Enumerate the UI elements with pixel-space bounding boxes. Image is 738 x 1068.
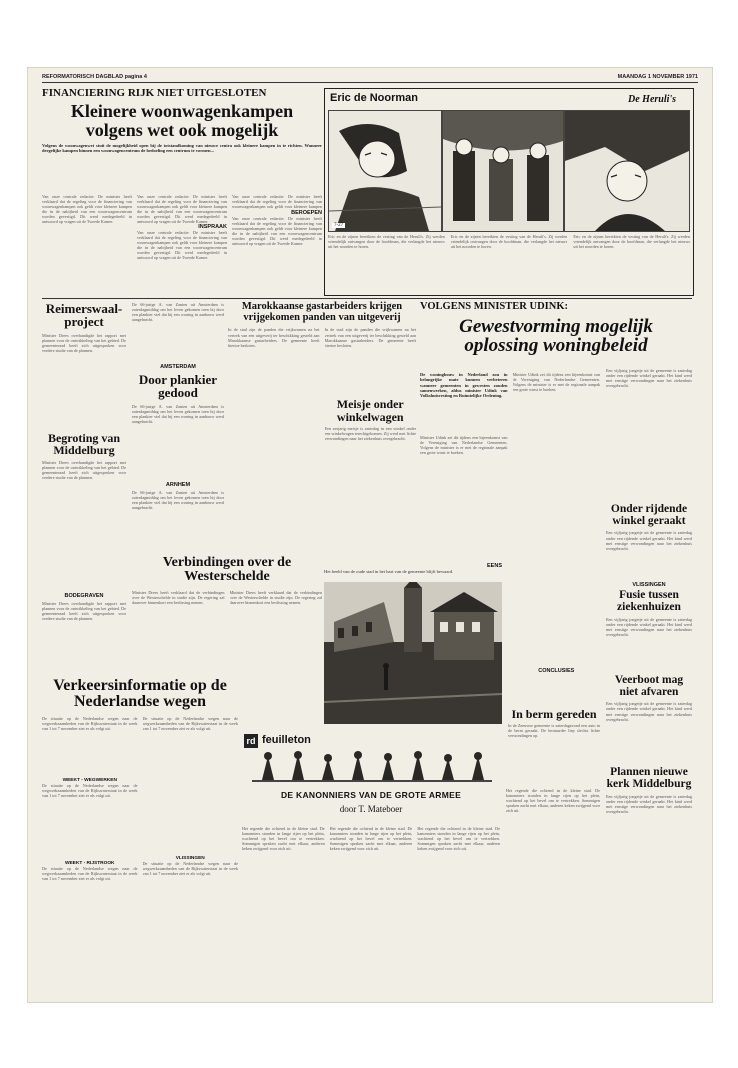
headline-berm: In berm gereden	[511, 707, 597, 721]
feuilleton-label: feuilleton	[262, 734, 311, 746]
feuilleton-body-2: Het regende die ochtend in de kleine stad. De kanonniers stonden in lange rijen op het plein, wachtend op het bevel om te vertrekken. Sommigen spraken zacht met elkaar, anderen keken zwijgend voor zich uit.	[329, 826, 413, 852]
panel-number: 7-27	[334, 223, 344, 228]
winkel-body: Een vijfjarig jongetje uit de gemeente is zaterdag onder een rijdende winkel geraakt. Het kind werd met ernstige verwondingen naar het ziekenhuis overgebracht.	[606, 530, 692, 551]
headline-marokkaanse: Marokkaanse gastarbeiders krijgen vrijgekomen panden van uitgeverij	[241, 301, 403, 323]
article-marokkaanse	[228, 302, 416, 478]
meisje-body: Een zesjarig meisje is zaterdag in een winkel onder een winkelwagen terechtgekomen. Zij werd met lichte verwondingen naar het ziekenhuis overgebracht.	[324, 425, 416, 442]
headline-westerschelde: Verbindingen over de Westerschelde	[162, 555, 292, 585]
article-verkeer	[42, 678, 238, 953]
headline-meisje: Meisje onder winkelwagen	[336, 397, 404, 424]
kicker: FINANCIERING RIJK NIET UITGESLOTEN	[42, 87, 267, 99]
comic-text-2: Eric en de zijnen bereikten de vesting van de Heruli's. Zij werden vriendelijk ontvangen door de hoofdman, die verlangde het nieuws uit het noorden te horen.	[450, 234, 568, 250]
article-westerschelde	[132, 556, 322, 680]
article-lead: Volgens de woonwagenwet stuit de mogelijkheid open bij de totstandkoming van nieuwe centra ook kleinere kampen in te richten. Wanneer dergelijke kampen binnen een woonwagencentrum de bedoeling een centrum te vormen...	[42, 142, 322, 154]
verkeer-body-3: De situatie op de Nederlandse wegen naar de wegwerkzaamheden van de Rijkswaterstaat in de week van 1 tot 7 november ziet er als volgt uit.	[42, 865, 138, 881]
article-udink	[420, 302, 692, 355]
veerboot-body: Een vijfjarig jongetje uit de gemeente is zaterdag onder een rijdende winkel geraakt. Het kind werd met ernstige verwondingen naar het ziekenhuis overgebracht.	[606, 701, 692, 722]
headline-line-1: Kleinere woonwagenkampen	[70, 101, 294, 122]
subhead-conclusies: CONCLUSIES	[538, 668, 575, 674]
feuilleton-title: DE KANONNIERS VAN DE GROTE ARMEE	[280, 790, 462, 800]
subhead-wegwerken: WEEKT - WEGWERKEN	[62, 777, 117, 783]
subhead-amsterdam: AMSTERDAM	[160, 364, 196, 370]
article-woonwagen	[42, 88, 322, 264]
feuilleton-block	[242, 732, 500, 822]
right-body-top: Een vijfjarig jongetje uit de gemeente is zaterdag onder een rijdende winkel geraakt. Het kind werd met ernstige verwondingen naar het ziekenhuis overgebracht.	[606, 368, 692, 389]
comic-text-1: Eric en de zijnen bereikten de vesting van de Heruli's. Zij werden vriendelijk ontvangen door de hoofdman, die verlangde het nieuws uit het noorden te horen.	[328, 234, 445, 250]
subhead-vlissingen: VLISSINGEN	[632, 582, 666, 589]
article-body-col-2: Van onze centrale redactie: De minister heeft verklaard dat de regeling voor de financiering van woonwagenkampen ook geldt voor kleinere kampen die in de nabijheid van een woonwagencentrum worden gevestigd. Dit werd medegedeeld in antwoord op vragen uit de Tweede Kamer.	[137, 193, 227, 224]
subhead-bodegraven: BODEGRAVEN	[64, 592, 104, 599]
section-rule	[42, 298, 692, 299]
headline-fusie: Fusie tussen ziekenhuizen	[617, 589, 681, 614]
udink-kicker: VOLGENS MINISTER UDINK:	[420, 301, 568, 312]
comic-text-3: Eric en de zijnen bereikten de vesting van de Heruli's. Zij werden vriendelijk ontvangen door de hoofdman, die verlangde het nieuws uit het noorden te horen.	[573, 234, 691, 250]
udink-lead: De woningbouw in Nederland zou in belangrijke mate kunnen verbeteren wanneer gemeenten in gewesten zouden samenwerken, aldus minister Udink van Volkshuisvesting en Ruimtelijke Ordening.	[420, 372, 508, 399]
article-plankier	[132, 302, 224, 546]
sidebar-right	[606, 368, 692, 884]
headline-kerk: Plannen nieuwe kerk Middelburg	[606, 766, 692, 791]
subhead-arnhem: ARNHEM	[165, 481, 191, 488]
photo-caption: Het beeld van de oude stad in het hart van de gemeente blijft bewaard.	[324, 569, 454, 574]
feuilleton-body-1: Het regende die ochtend in de kleine stad. De kanonniers stonden in lange rijen op het plein, wachtend op het bevel om te vertrekken. Sommigen spraken zacht met elkaar, anderen keken zwijgend voor zich uit.	[242, 826, 325, 852]
headline-line-2: volgens wet ook mogelijk	[85, 119, 279, 140]
verkeer-body-5: De situatie op de Nederlandse wegen naar de wegwerkzaamheden van de Rijkswaterstaat in de week van 1 tot 7 november ziet er als volgt uit.	[142, 860, 238, 876]
comic-panel-1	[328, 110, 442, 232]
paper-date: MAANDAG 1 NOVEMBER 1971	[617, 74, 698, 80]
subhead-beroepen: BEROEPEN	[291, 209, 322, 216]
article-body-col-3b: Van onze centrale redactie: De minister heeft verklaard dat de regeling voor de financiering van woonwagenkampen ook geldt voor kleinere kampen die in de nabijheid van een woonwagencentrum worden gevestigd. Dit werd medegedeeld in antwoord op vragen uit de Tweede Kamer.	[232, 215, 322, 247]
headline-veerboot: Veerboot mag niet afvaren	[614, 673, 684, 698]
begroting-body: Minister Drees overhandigde het rapport met plannen voor de ontwikkeling van het gebied. De gemeenteraad heeft zich uitgesproken voor verdere studie van de plannen.	[42, 459, 126, 481]
article-body-col-3: Van onze centrale redactie: De minister heeft verklaard dat de regeling voor de financiering van woonwagenkampen ook geldt voor kleinere kampen	[232, 193, 322, 210]
udink-body-2: Minister Udink zei dit tijdens een bijeenkomst van de Vereniging van Nederlandse Gemeenten. Volgens de minister is er met de regionale aanpak een grote winst te boeken.	[512, 372, 600, 393]
udink-headline-1: Gewestvorming mogelijk	[459, 315, 653, 337]
verkeer-body-4: De situatie op de Nederlandse wegen naar de wegwerkzaamheden van de Rijkswaterstaat in de week van 1 tot 7 november ziet er als volgt uit.	[142, 715, 238, 731]
headline-verkeer: Verkeersinformatie op de Nederlandse wegen	[53, 677, 227, 711]
comic-panel-3	[564, 110, 690, 232]
headline-winkel: Onder rijdende winkel geraakt	[610, 503, 688, 527]
feuilleton-body-4: Het regende die ochtend in de kleine stad. De kanonniers stonden in lange rijen op het plein, wachtend op het bevel om te vertrekken. Sommigen spraken zacht met elkaar, anderen keken zwijgend voor zich uit.	[506, 788, 600, 814]
subhead-vlissingen-verkeer: VLISSINGEN	[175, 855, 205, 861]
comic-series: De Heruli's	[628, 94, 677, 105]
caption-place: EENS	[487, 563, 502, 569]
udink-body-1: Minister Udink zei dit tijdens een bijeenkomst van de Vereniging van Nederlandse Gemeenten. Volgens de minister is er met de regionale aanpak een grote winst te boeken.	[420, 435, 508, 456]
comic-panel-2	[442, 110, 564, 232]
fusie-body: Een vijfjarig jongetje uit de gemeente is zaterdag onder een rijdende winkel geraakt. Het kind werd met ernstige verwondingen naar het ziekenhuis overgebracht.	[606, 616, 692, 638]
article-bergeden	[508, 708, 600, 783]
subhead-rijstrook: WEEKT - RIJSTROOK	[64, 860, 115, 866]
udink-columns	[420, 372, 600, 674]
feuilleton-text	[242, 826, 500, 982]
newspaper-page	[28, 68, 712, 1002]
article-body-col-2b: Van onze centrale redactie: De minister heeft verklaard dat de regeling voor de financiering van woonwagenkampen ook geldt voor kleinere kampen die in de nabijheid van een woonwagencentrum worden gevestigd. Dit werd medegedeeld in antwoord op vragen uit de Tweede Kamer.	[137, 229, 227, 260]
reimerswaal-body: Minister Drees overhandigde het rapport met plannen voor de ontwikkeling van het gebied. De gemeenteraad heeft zich uitgesproken voor verdere studie van de plannen.	[42, 332, 126, 353]
arnhem-body: De 66-jarige A. van Zanten uit Amsterdam is zaterdagmiddag om het leven gekomen toen hij door een plankier viel dat bij een woning in aanbouw werd aangebracht.	[132, 489, 224, 510]
sidebar-left	[42, 302, 126, 667]
paper-name: REFORMATORISCH DAGBLAD pagina 4	[42, 74, 147, 80]
plankier-body: De 66-jarige A. van Zanten uit Amsterdam is zaterdagmiddag om het leven gekomen toen hij door een plankier viel dat bij een woning in aanbouw werd aangebracht.	[132, 403, 224, 424]
plankier-prev-body: De 66-jarige A. van Zanten uit Amsterdam is zaterdagmiddag om het leven gekomen toen hij door een plankier viel dat bij een woning in aanbouw werd aangebracht.	[132, 302, 224, 323]
kerk-body: Een vijfjarig jongetje uit de gemeente is zaterdag onder een rijdende winkel geraakt. Het kind werd met ernstige verwondingen naar het ziekenhuis overgebracht.	[606, 793, 692, 815]
westerschelde-body-2: Minister Drees heeft verklaard dat de verbindingen over de Westerschelde in studie zijn. De regering zal daarover binnenkort een beslissing nemen.	[229, 589, 322, 605]
subhead-inspraak: INSPRAAK	[198, 223, 227, 230]
udink-headline-2: oplossing woningbeleid	[464, 335, 648, 357]
feuilleton-logo-icon: rd	[244, 734, 258, 748]
bodegraven-body: Minister Drees overhandigde het rapport met plannen voor de ontwikkeling van het gebied. De gemeenteraad heeft zich uitgesproken voor verdere studie van de plannen.	[42, 600, 126, 622]
westerschelde-body-1: Minister Drees heeft verklaard dat de verbindingen over de Westerschelde in studie zijn. De regering zal daarover binnenkort een beslissing nemen.	[132, 589, 225, 605]
feuilleton-illustration	[252, 750, 492, 786]
marokkaanse-body-2: In de stad zijn de panden die vrijkwamen na het vertrek van een uitgeverij ter beschikking gesteld aan Marokkaanse gastarbeiders. De gemeente heeft hiertoe besloten.	[324, 327, 416, 348]
comic-text-row	[328, 234, 690, 290]
feuilleton-author: door T. Mateboer	[339, 804, 403, 814]
verkeer-body-1: De situatie op de Nederlandse wegen naar de wegwerkzaamheden van de Rijkswaterstaat in de week van 1 tot 7 november ziet er als volgt uit.	[42, 715, 138, 731]
headline-reimerswaal: Reimerswaal-project	[45, 301, 123, 330]
masthead-rule	[42, 82, 698, 83]
article-body-col-1: Van onze centrale redactie: De minister heeft verklaard dat de regeling voor de financiering van woonwagenkampen ook geldt voor kleinere kampen die in de nabijheid van een woonwagencentrum worden gevestigd. Dit werd medegedeeld in antwoord op vragen uit de Tweede Kamer.	[42, 193, 132, 225]
feuilleton-body-3: Het regende die ochtend in de kleine stad. De kanonniers stonden in lange rijen op het plein, wachtend op het bevel om te vertrekken. Sommigen spraken zacht met elkaar, anderen keken zwijgend voor zich uit.	[417, 826, 501, 852]
feuilleton-continued	[506, 788, 600, 984]
headline-begroting: Begroting van Middelburg	[47, 430, 121, 457]
headline-plankier: Door plankier gedood	[138, 372, 218, 401]
berm-body: In de Zeeuwse gemeente is zaterdagavond een auto in de berm geraakt. De bestuurder liep slechts lichte verwondingen op.	[508, 723, 600, 739]
verkeer-body-2: De situatie op de Nederlandse wegen naar de wegwerkzaamheden van de Rijkswaterstaat in de week van 1 tot 7 november ziet er als volgt uit.	[42, 782, 138, 798]
marokkaanse-body-1: In de stad zijn de panden die vrijkwamen na het vertrek van een uitgeverij ter beschikking gesteld aan Marokkaanse gastarbeiders. De gemeente heeft hiertoe besloten.	[228, 327, 320, 348]
comic-title: Eric de Noorman	[330, 92, 419, 104]
